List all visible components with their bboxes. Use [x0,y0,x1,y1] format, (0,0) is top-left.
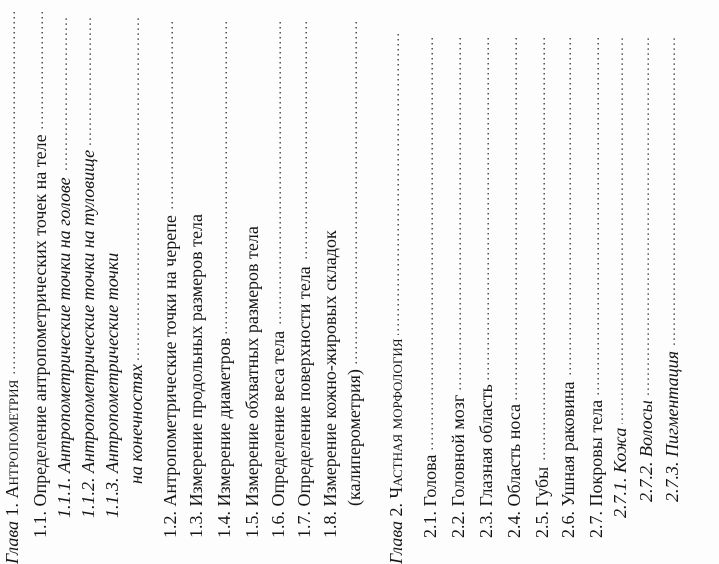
toc-entry-2-4: 2.4. Область носа . . . [502,38,526,538]
toc-entry-2-3: 2.3. Глазная область . . . [474,38,498,538]
toc-entry-1-5: 1.5. Измерение обхватных размеров тела [240,22,264,538]
chapter-2-number: 2. [386,502,406,517]
chapter-2-word: Глава [386,520,406,564]
toc-entry-1-1: 1.1. Определение антропометрических точек на теле . . . [28,12,52,538]
toc-entry-2-7: 2.7. Покровы тела . . . [584,38,608,538]
toc-entry-1-4: 1.4. Измерение диаметров . . . [212,22,236,538]
toc-entry-1-1-2: 1.1.2. Антропометрические точки на туловище . . . [76,18,100,518]
chapter-1-word: Глава [2,520,22,564]
toc-entry-1-1-3: 1.1.3. Антропометрические точки [100,18,124,518]
toc-entry-2-6: 2.6. Ушная раковина . . . [556,38,580,538]
chapter-2-title: Частная морфология [386,338,406,499]
chapter-2-heading [384,34,408,564]
chapter-1-number: 1. [2,502,22,517]
toc-entry-1-3: 1.3. Измерение продольных размеров тела [184,22,208,538]
toc-entry-1-7: 1.7. Определение поверхности тела . . . [292,22,316,538]
toc-entry-1-6: 1.6. Определение веса тела . . . [266,22,290,538]
toc-entry-1-8-cont: (калиперометрия) . . . [342,22,366,506]
toc-entry-2-5: 2.5. Губы . . . [530,38,554,538]
toc-entry-2-1: 2.1. Голова . . . [418,38,442,538]
toc-entry-1-1-1: 1.1.1. Антропометрические точки на голове . . . [52,18,76,518]
toc-entry-2-7-1: 2.7.1. Кожа . . . [608,38,632,518]
toc-entry-1-2: 1.2. Антропометрические точки на черепе . . . [158,22,182,538]
toc-entry-2-2: 2.2. Головной мозг . . . [446,38,470,538]
toc-entry-2-7-3: 2.7.3. Пигментация . . . [660,38,684,502]
toc-entry-1-8: 1.8. Измерение кожно-жировых складок [318,22,342,538]
toc-entry-2-7-2: 2.7.2. Волосы . . . [634,38,658,502]
toc-entry-1-1-3-cont: на конечностях . . . [124,18,148,484]
chapter-1-heading [0,12,24,564]
chapter-1-title: Антропометрия [2,379,22,499]
